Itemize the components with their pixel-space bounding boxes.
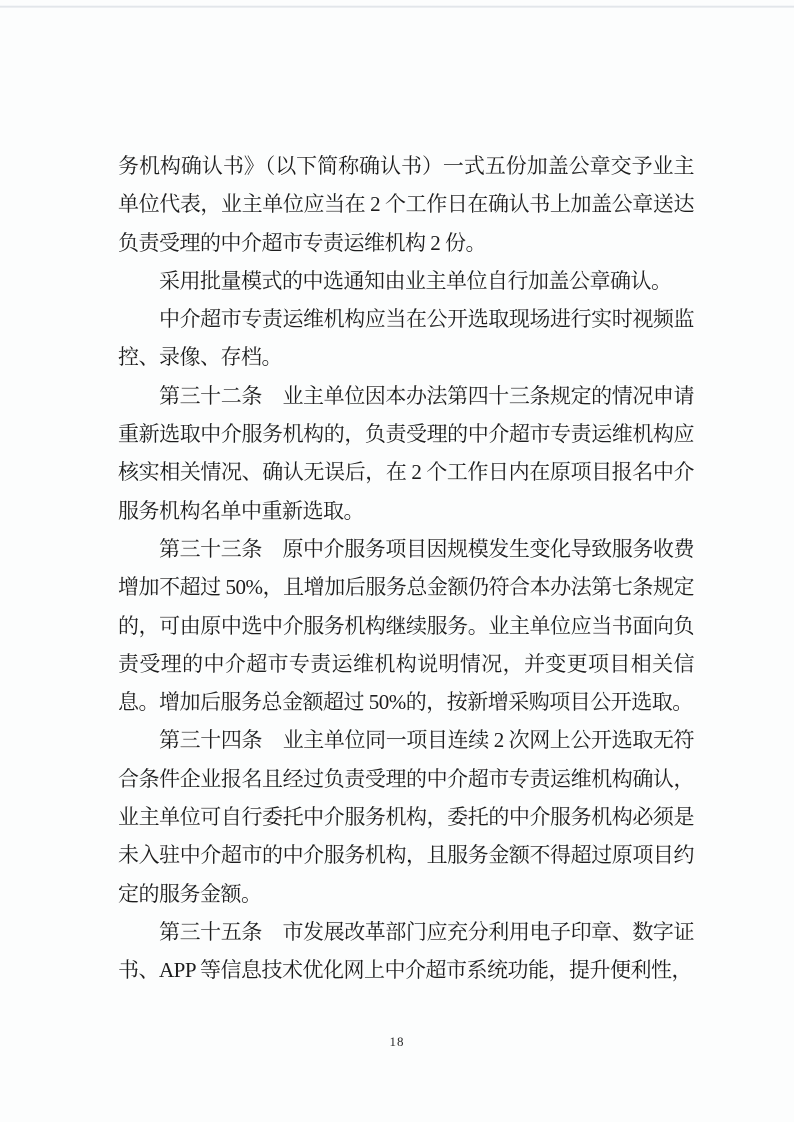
document-paragraph-article-32: 第三十二条 业主单位因本办法第四十三条规定的情况申请重新选取中介服务机构的，负责受理的中介超市专责运维机构应核实相关情况、确认无误后，在 2 个工作日内在原项目报名中介服务机构名单中重新选取。 [118,383,694,523]
scan-edge-line [0,5,794,8]
document-paragraph-continuation: 务机构确认书》（以下简称确认书）一式五份加盖公章交予业主单位代表，业主单位应当在 2 个工作日在确认书上加盖公章送达负责受理的中介超市专责运维机构 2 份。 [118,154,694,255]
document-body [118,147,694,990]
document-paragraph-article-35: 第三十五条 市发展改革部门应充分利用电子印章、数字证书、APP 等信息技术优化网上中介超市系统功能，提升便利性， [118,919,694,983]
document-paragraph-article-34: 第三十四条 业主单位同一项目连续 2 次网上公开选取无符合条件企业报名且经过负责受理的中介超市专责运维机构确认，业主单位可自行委托中介服务机构，委托的中介服务机构必须是未入驻中介超市的中介服务机构，且服务金额不得超过原项目约定的服务金额。 [118,728,694,906]
document-paragraph-monitoring: 中介超市专责运维机构应当在公开选取现场进行实时视频监控、录像、存档。 [118,307,694,370]
document-paragraph-batch-mode: 采用批量模式的中选通知由业主单位自行加盖公章确认。 [159,268,672,293]
document-paragraph-article-33: 第三十三条 原中介服务项目因规模发生变化导致服务收费增加不超过 50%，且增加后服务总金额仍符合本办法第七条规定的，可由原中选中介服务机构继续服务。业主单位应当书面向负责受理的中介超市专责运维机构说明情况，并变更项目相关信息。增加后服务总金额超过 50%的，按新增采购项目公开选取。 [118,536,694,715]
page-number: 18 [389,1034,405,1049]
